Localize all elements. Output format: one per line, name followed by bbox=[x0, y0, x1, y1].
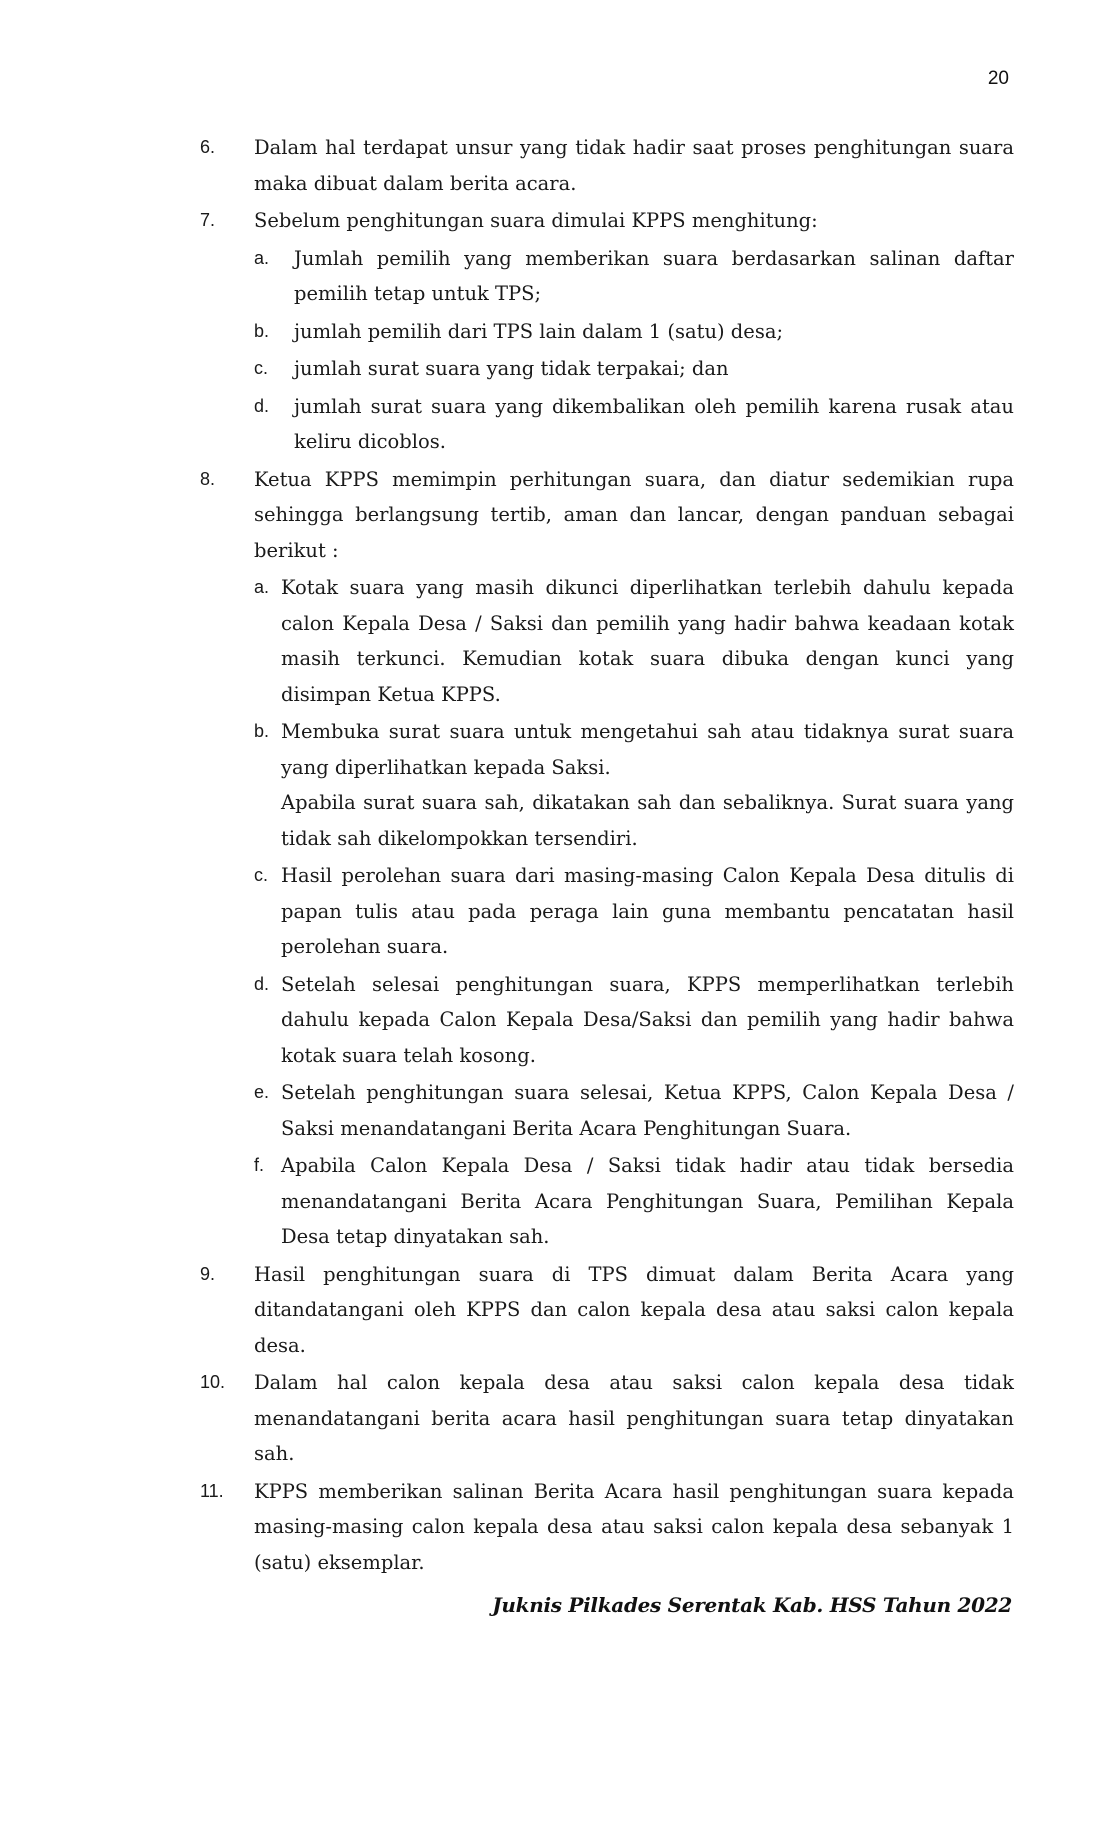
item-text: Sebelum penghitungan suara dimulai KPPS menghitung: bbox=[254, 209, 818, 232]
sub-item-text: jumlah surat suara yang tidak terpakai; dan bbox=[294, 357, 729, 380]
sub-item-text: Membuka surat suara untuk mengetahui sah atau tidaknya surat suara yang diperlihatkan kepada Saksi. bbox=[281, 720, 1014, 779]
sub-item-e bbox=[254, 1075, 1014, 1146]
sub-item-c bbox=[254, 351, 1014, 387]
sub-item-a bbox=[254, 570, 1014, 712]
item-text: Dalam hal terdapat unsur yang tidak hadir saat proses penghitungan suara maka dibuat dalam berita acara. bbox=[254, 136, 1014, 195]
item-text: KPPS memberikan salinan Berita Acara hasil penghitungan suara kepada masing-masing calon kepala desa atau saksi calon kepala desa sebanyak 1 (satu) eksemplar. bbox=[254, 1479, 1014, 1574]
list-item-8 bbox=[200, 462, 1014, 1255]
sub-item-text: Hasil perolehan suara dari masing-masing Calon Kepala Desa ditulis di papan tulis atau pada peraga lain guna membantu pencatatan hasil perolehan suara. bbox=[281, 864, 1014, 958]
sub-item-text-continuation: Apabila surat suara sah, dikatakan sah dan sebaliknya. Surat suara yang tidak sah dikelompokkan tersendiri. bbox=[281, 791, 1014, 850]
sub-item-b bbox=[254, 714, 1014, 856]
sub-item-letter: c. bbox=[254, 358, 269, 378]
sub-item-text: Jumlah pemilih yang memberikan suara berdasarkan salinan daftar pemilih tetap untuk TPS; bbox=[294, 246, 1014, 305]
sub-item-letter: c. bbox=[254, 865, 269, 885]
sub-item-d bbox=[254, 389, 1014, 460]
sub-item-f bbox=[254, 1148, 1014, 1255]
item-number: 11. bbox=[200, 1480, 224, 1501]
sub-item-d bbox=[254, 967, 1014, 1074]
sub-item-text: Setelah selesai penghitungan suara, KPPS memperlihatkan terlebih dahulu kepada Calon Kepala Desa/Saksi dan pemilih yang hadir bahwa kotak suara telah kosong. bbox=[281, 972, 1014, 1067]
item-number: 10. bbox=[200, 1372, 226, 1392]
sub-item-letter: d. bbox=[254, 973, 270, 994]
list-item-11 bbox=[200, 1474, 1014, 1581]
sub-list bbox=[254, 570, 1014, 1255]
item-text: Dalam hal calon kepala desa atau saksi calon kepala desa tidak menandatangani berita acara hasil penghitungan suara tetap dinyatakan sah. bbox=[254, 1371, 1014, 1465]
item-text: Ketua KPPS memimpin perhitungan suara, dan diatur sedemikian rupa sehingga berlangsung tertib, aman dan lancar, dengan panduan sebagai berikut : bbox=[254, 467, 1014, 562]
sub-item-b bbox=[254, 314, 1014, 350]
sub-list bbox=[254, 241, 1014, 460]
sub-item-text: Setelah penghitungan suara selesai, Ketua KPPS, Calon Kepala Desa / Saksi menandatangani Berita Acara Penghitungan Suara. bbox=[281, 1081, 1014, 1140]
sub-item-c bbox=[254, 858, 1014, 965]
sub-item-letter: b. bbox=[254, 721, 270, 741]
sub-item-letter: d. bbox=[254, 395, 270, 416]
document-body bbox=[200, 130, 1014, 1582]
item-number: 7. bbox=[200, 210, 216, 230]
sub-item-text: jumlah surat suara yang dikembalikan oleh pemilih karena rusak atau keliru dicoblos. bbox=[294, 394, 1014, 453]
sub-item-letter: b. bbox=[254, 320, 270, 341]
list-item-7 bbox=[200, 203, 1014, 460]
document-footer: Juknis Pilkades Serentak Kab. HSS Tahun 2022 bbox=[492, 1593, 1012, 1617]
item-number: 6. bbox=[200, 137, 216, 157]
list-item-10 bbox=[200, 1365, 1014, 1472]
sub-item-text: Kotak suara yang masih dikunci diperlihatkan terlebih dahulu kepada calon Kepala Desa / Saksi dan pemilih yang hadir bahwa keadaan kotak masih terkunci. Kemudian kotak suara dibuka dengan kunci yang disimpan Ketua KPPS. bbox=[281, 576, 1014, 706]
sub-item-letter: f. bbox=[254, 1155, 265, 1175]
list-item-9 bbox=[200, 1257, 1014, 1364]
sub-item-letter: a. bbox=[254, 577, 270, 597]
sub-item-a bbox=[254, 241, 1014, 312]
item-text: Hasil penghitungan suara di TPS dimuat dalam Berita Acara yang ditandatangani oleh KPPS dan calon kepala desa atau saksi calon kepala desa. bbox=[254, 1262, 1014, 1357]
sub-item-letter: e. bbox=[254, 1082, 270, 1102]
item-number: 9. bbox=[200, 1263, 216, 1284]
sub-item-text: Apabila Calon Kepala Desa / Saksi tidak hadir atau tidak bersedia menandatangani Berita Acara Penghitungan Suara, Pemilihan Kepala Desa tetap dinyatakan sah. bbox=[281, 1154, 1014, 1248]
sub-item-letter: a. bbox=[254, 247, 270, 268]
list-item-6 bbox=[200, 130, 1014, 201]
sub-item-text: jumlah pemilih dari TPS lain dalam 1 (satu) desa; bbox=[294, 319, 784, 343]
page-number: 20 bbox=[987, 68, 1009, 89]
item-number: 8. bbox=[200, 468, 216, 489]
